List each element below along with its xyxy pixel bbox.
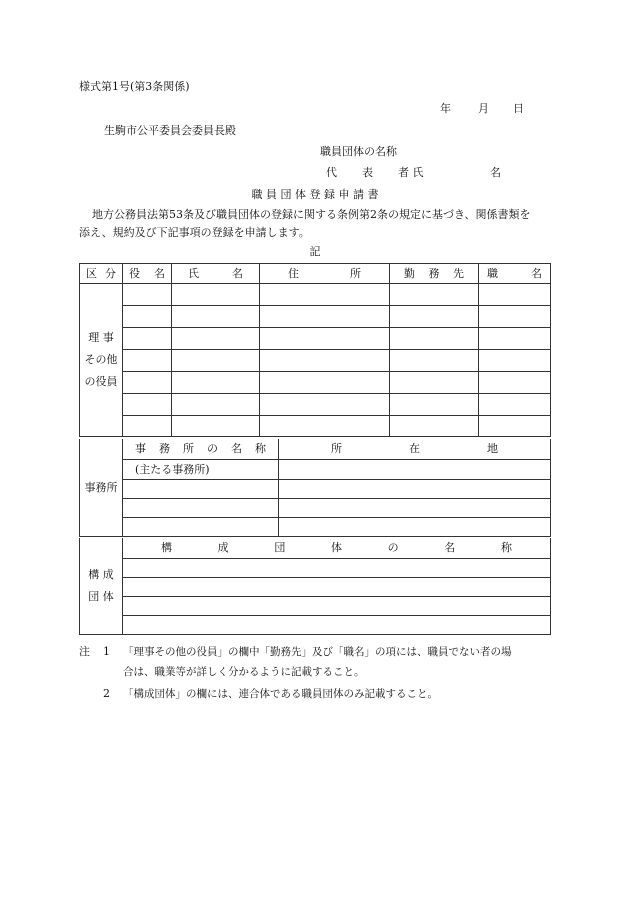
office-location-cell[interactable] xyxy=(279,459,551,479)
main-office-cell[interactable] xyxy=(123,459,279,479)
office-name-cell[interactable] xyxy=(123,517,279,536)
officer-workplace-cell[interactable] xyxy=(390,306,479,328)
officer-name-cell[interactable] xyxy=(172,372,260,394)
rep-name-2: 表 xyxy=(362,166,373,179)
officer-name-cell[interactable] xyxy=(172,284,260,306)
officer-address-cell[interactable] xyxy=(260,416,390,437)
officer-address-cell[interactable] xyxy=(260,306,390,328)
constituent-header: 構 成 団 体 の 名 称 xyxy=(123,538,551,558)
officers-table xyxy=(79,263,551,437)
officer-workplace-cell[interactable] xyxy=(390,328,479,350)
date-year-label: 年 xyxy=(440,102,451,115)
date-month-label: 月 xyxy=(478,102,489,115)
header-kinmusaki: 勤 務 先 xyxy=(390,264,479,284)
officer-name-cell[interactable] xyxy=(172,416,260,437)
addressee: 生駒市公平委員会委員長殿 xyxy=(104,124,236,137)
office-label-cell: 事務所 xyxy=(80,439,123,536)
rep-name-4: 名 xyxy=(490,166,501,179)
officer-address-cell[interactable] xyxy=(260,372,390,394)
document-title: 職 員 団 体 登 録 申 請 書 xyxy=(251,188,379,201)
office-location-cell[interactable] xyxy=(279,498,551,517)
constituent-table xyxy=(79,538,551,635)
office-name-cell[interactable] xyxy=(123,479,279,498)
constituent-label-cell: 構 成 団 体 xyxy=(80,538,123,634)
office-name-cell[interactable] xyxy=(123,498,279,517)
officer-title-cell[interactable] xyxy=(479,350,551,372)
office-table xyxy=(79,439,551,537)
office-name-header: 事 務 所 の 名 称 xyxy=(123,439,279,459)
office-location-cell[interactable] xyxy=(279,479,551,498)
officer-title-cell[interactable] xyxy=(479,284,551,306)
note-2-line-1: 「構成団体」の欄には、連合体である職員団体のみ記載すること。 xyxy=(123,688,438,700)
officer-yakumei-cell[interactable] xyxy=(123,350,172,372)
officer-workplace-cell[interactable] xyxy=(390,372,479,394)
rep-name-3: 者 氏 xyxy=(398,166,424,179)
body-text-line-1: 地方公務員法第53条及び職員団体の登録に関する条例第2条の規定に基づき、関係書類を xyxy=(92,208,531,221)
officer-title-cell[interactable] xyxy=(479,394,551,416)
rep-name-1: 代 xyxy=(326,166,337,179)
header-shimei: 氏 名 xyxy=(172,264,260,284)
header-kubun: 区 分 xyxy=(80,264,123,284)
office-location-header: 所 在 地 xyxy=(279,439,551,459)
header-shokumei: 職 名 xyxy=(479,264,551,284)
officer-address-cell[interactable] xyxy=(260,328,390,350)
constituent-name-cell[interactable] xyxy=(123,615,551,634)
officer-yakumei-cell[interactable] xyxy=(123,394,172,416)
date-day-label: 日 xyxy=(513,102,524,115)
constituent-name-cell[interactable] xyxy=(123,577,551,596)
constituent-name-cell[interactable] xyxy=(123,558,551,577)
officer-yakumei-cell[interactable] xyxy=(123,306,172,328)
officer-name-cell[interactable] xyxy=(172,306,260,328)
officer-name-cell[interactable] xyxy=(172,394,260,416)
officer-address-cell[interactable] xyxy=(260,284,390,306)
body-text-line-2: 添え、規約及び下記事項の登録を申請します。 xyxy=(79,226,310,239)
officer-name-cell[interactable] xyxy=(172,350,260,372)
office-location-cell[interactable] xyxy=(279,517,551,536)
note-1-line-1: 「理事その他の役員」の欄中「勤務先」及び「職名」の項には、職員でない者の場 xyxy=(123,646,512,658)
officer-title-cell[interactable] xyxy=(479,372,551,394)
officer-yakumei-cell[interactable] xyxy=(123,284,172,306)
org-name-label: 職員団体の名称 xyxy=(320,145,397,158)
officer-name-cell[interactable] xyxy=(172,328,260,350)
main-office-label: (主たる事務所) xyxy=(135,462,210,476)
officer-title-cell[interactable] xyxy=(479,306,551,328)
officer-yakumei-cell[interactable] xyxy=(123,328,172,350)
officer-workplace-cell[interactable] xyxy=(390,394,479,416)
officer-workplace-cell[interactable] xyxy=(390,350,479,372)
officer-title-cell[interactable] xyxy=(479,328,551,350)
officer-yakumei-cell[interactable] xyxy=(123,372,172,394)
officer-address-cell[interactable] xyxy=(260,350,390,372)
constituent-name-cell[interactable] xyxy=(123,596,551,615)
officers-label-cell: 理 事 その他 の役員 xyxy=(80,284,123,437)
officer-yakumei-cell[interactable] xyxy=(123,416,172,437)
note-2-number: 2 xyxy=(103,687,110,700)
header-yakumei: 役 名 xyxy=(123,264,172,284)
note-1-number: 1 xyxy=(103,645,110,658)
officer-workplace-cell[interactable] xyxy=(390,416,479,437)
ki-label: 記 xyxy=(309,245,321,258)
header-jusho: 住 所 xyxy=(260,264,390,284)
note-1-line-2: 合は、職業等が詳しく分かるように記載すること。 xyxy=(123,666,365,678)
notes-label: 注 xyxy=(79,645,90,658)
officer-title-cell[interactable] xyxy=(479,416,551,437)
form-number: 様式第1号(第3条関係) xyxy=(79,80,190,93)
officer-workplace-cell[interactable] xyxy=(390,284,479,306)
officer-address-cell[interactable] xyxy=(260,394,390,416)
